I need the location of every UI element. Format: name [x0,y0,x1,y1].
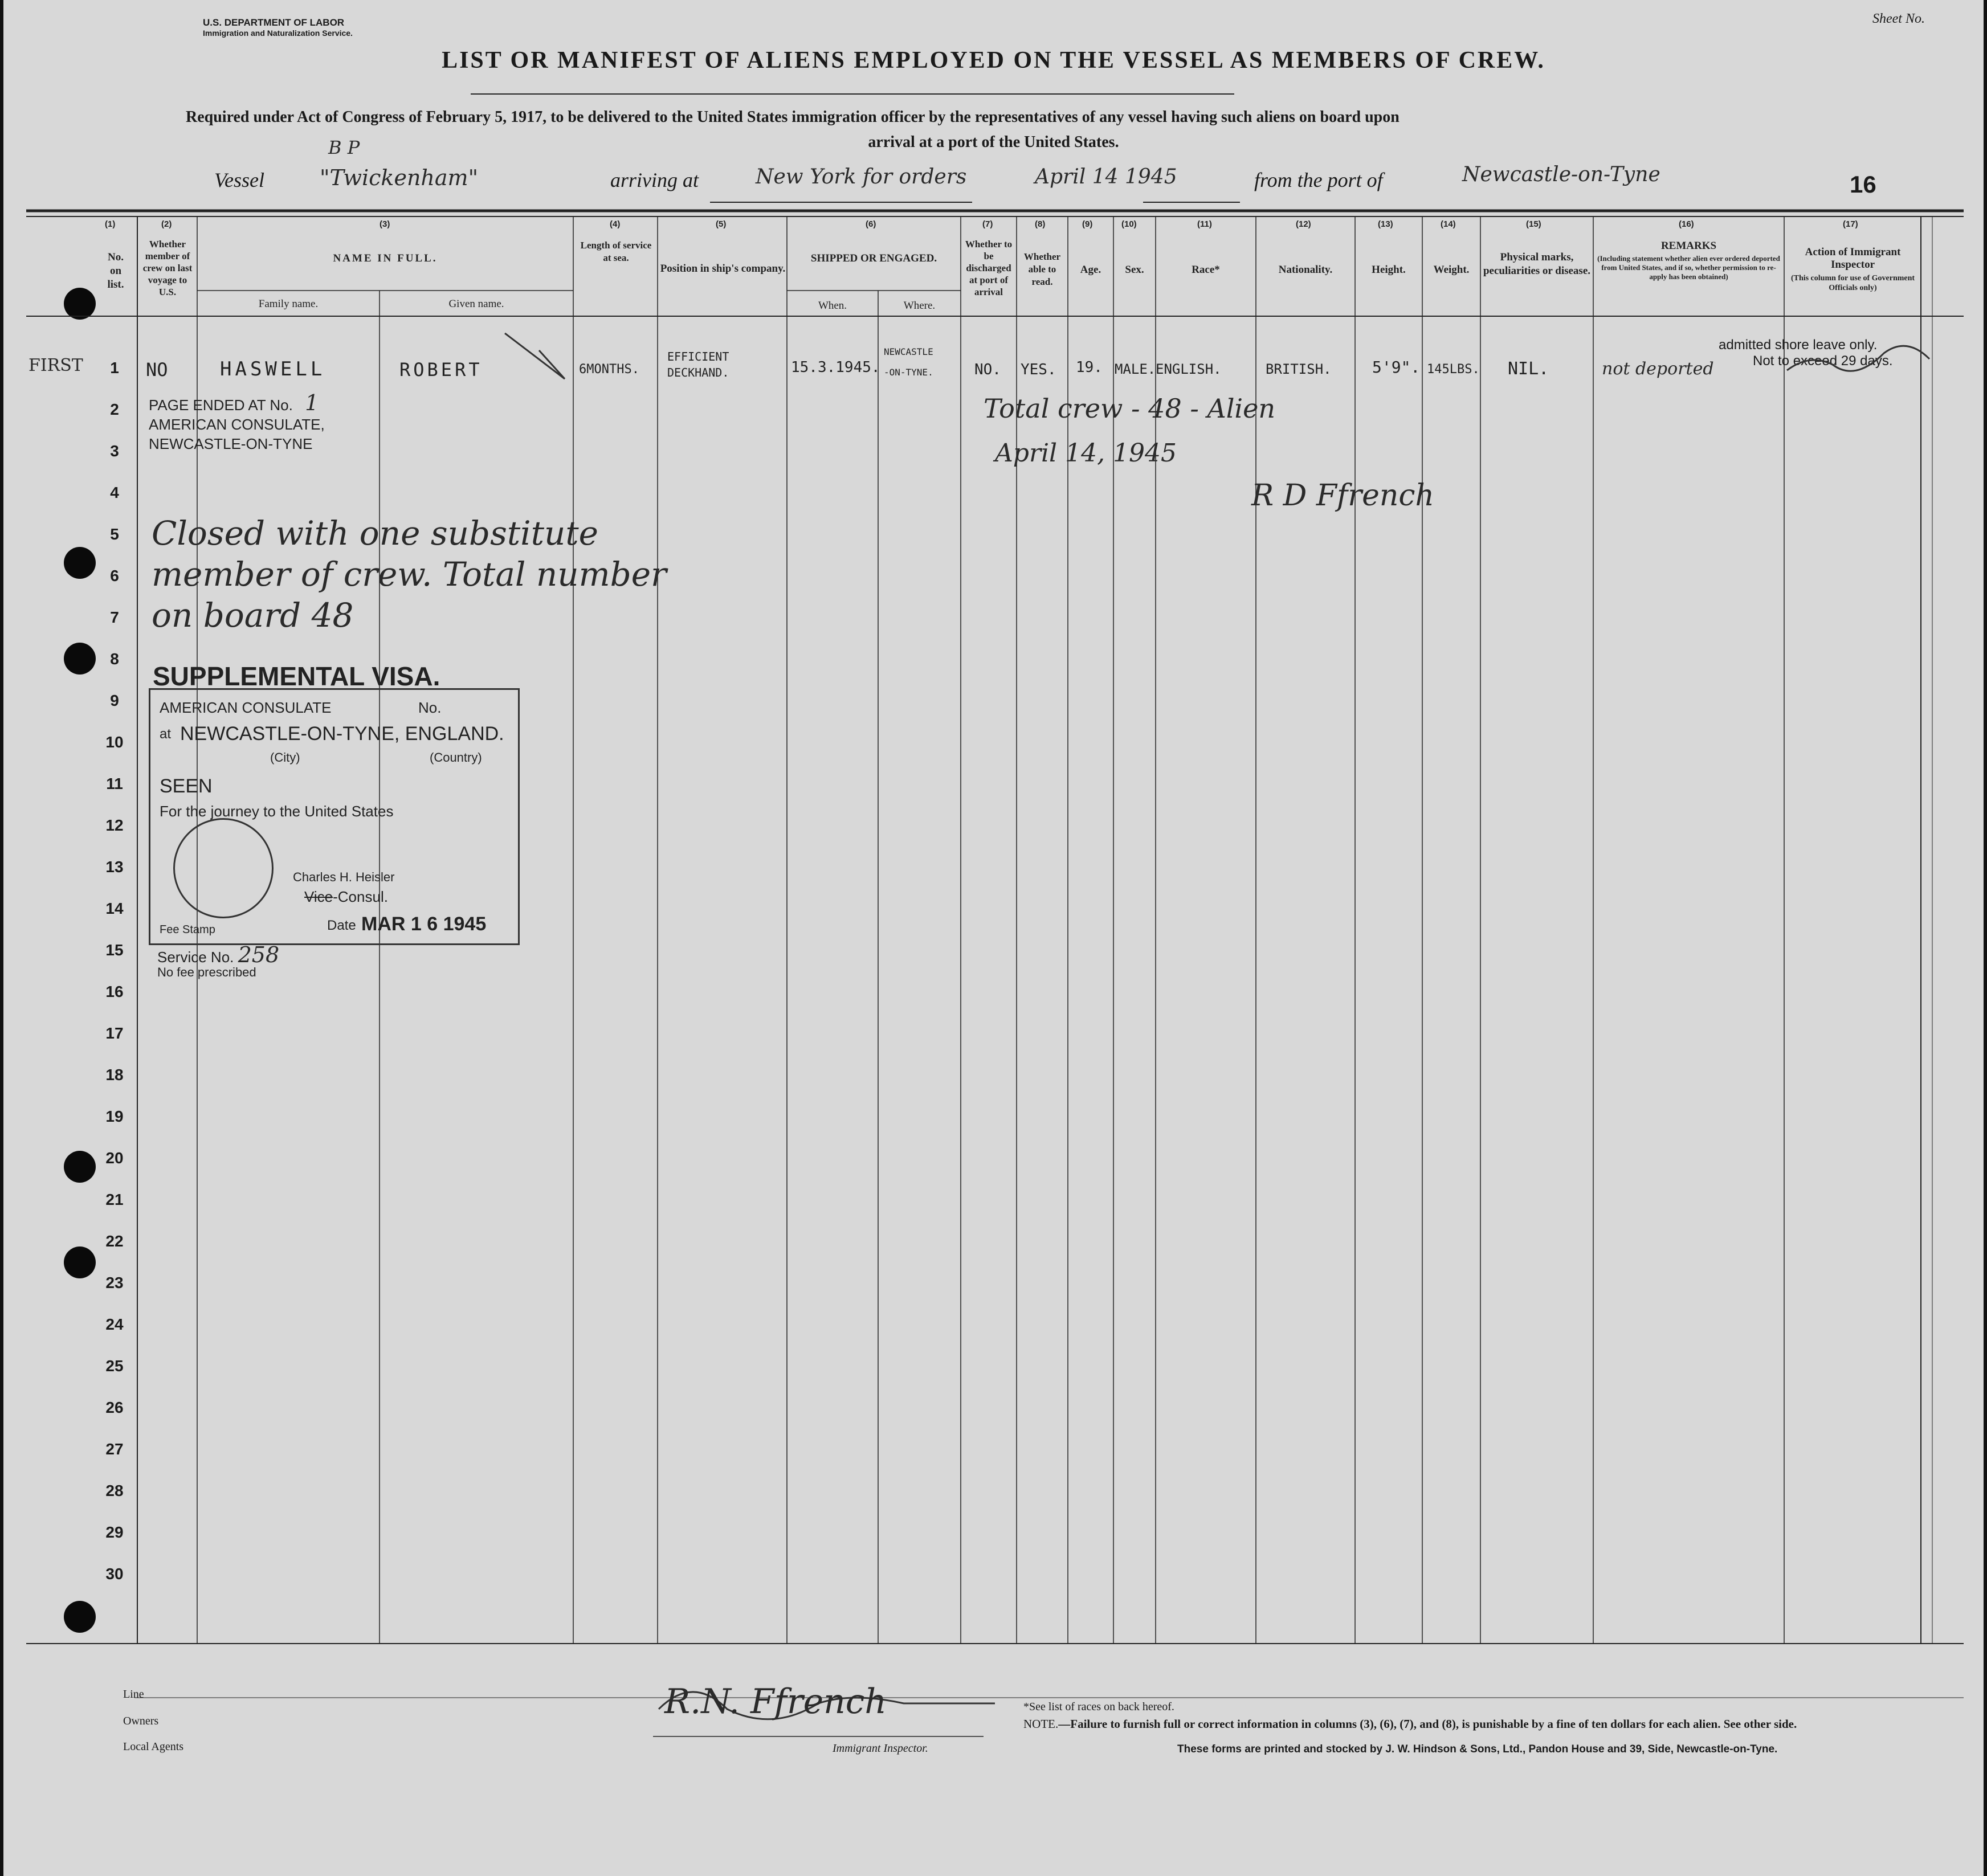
cell-position-line1: EFFICIENT [667,350,729,363]
page-ended-number: 1 [305,390,319,415]
total-crew-note: Total crew - 48 - Alien [984,393,1275,424]
header-sex: Sex. [1125,264,1144,276]
row-number: 13 [105,858,124,876]
column-number-9: (9) [1082,219,1093,229]
column-number-8: (8) [1035,219,1046,229]
footer-local-agents-label: Local Agents [123,1740,184,1753]
cell-able-to-read: YES. [1021,361,1056,378]
column-number-13: (13) [1378,219,1393,229]
header-family-name: Family name. [258,298,319,310]
row-number: 1 [110,359,119,377]
admitted-shore-leave-line1: admitted shore leave only. [1719,337,1878,353]
row-number: 29 [105,1523,124,1541]
admitted-shore-leave-line2: Not to exceed 29 days. [1753,353,1893,369]
page-ended-city: NEWCASTLE-ON-TYNE [149,435,313,452]
departure-port: Newcastle-on-Tyne [1462,163,1660,186]
note-text: —Failure to furnish full or correct information in columns (3), (6), (7), and (8), is punishable by a fine of ten dollars for each alien. See other side. [1058,1717,1797,1731]
page-number: 16 [1850,171,1876,198]
row-number: 26 [105,1399,124,1416]
printer-note: These forms are printed and stocked by J. W. Hindson & Sons, Ltd., Pandon House and 39, Side, Newcastle-on-Tyne. [1177,1743,1778,1755]
total-note-date: April 14, 1945 [995,439,1177,468]
column-number-3: (3) [380,219,390,229]
row-number: 28 [105,1482,124,1499]
column-number-12: (12) [1296,219,1311,229]
cell-last-voyage: NO [146,359,168,381]
first-label: FIRST [28,355,83,375]
cell-family-name: HASWELL [220,358,326,381]
header-weight: Weight. [1433,264,1470,276]
cell-discharged: NO. [974,361,1001,378]
row-number: 9 [110,692,119,709]
footer-owners-label: Owners [123,1715,159,1727]
manifest-page [3,0,1984,1876]
cell-age: 19. [1076,359,1103,376]
supplemental-visa-stamp [149,688,520,945]
header-age: Age. [1080,264,1101,276]
header-physical-marks: Physical marks, peculiarities or disease. [1483,251,1591,277]
header-shipped-or-engaged: SHIPPED OR ENGAGED. [810,252,937,264]
header-nationality: Nationality. [1278,264,1333,276]
row-number: 5 [110,525,119,543]
sheet-number-label: Sheet No. [1872,11,1925,26]
supplemental-visa-title: SUPPLEMENTAL VISA. [153,661,440,691]
visa-consulate: AMERICAN CONSULATE [160,699,332,716]
visa-consul-title: Vice-Consul. [304,888,388,905]
form-title: LIST OR MANIFEST OF ALIENS EMPLOYED ON THE VESSEL AS MEMBERS OF CREW. [442,47,1545,73]
cell-given-name: ROBERT [399,359,483,381]
required-line-2: arrival at a port of the United States. [868,133,1119,151]
header-length-of-service: Length of service at sea. [580,240,652,263]
row-number: 23 [105,1274,124,1291]
column-number-14: (14) [1441,219,1456,229]
row-number: 18 [105,1066,124,1084]
cell-nationality: BRITISH. [1266,361,1332,377]
consulate-seal [173,818,274,918]
immigrant-inspector-label: Immigrant Inspector. [833,1742,928,1755]
cell-shipped-where-line1: NEWCASTLE [884,346,933,357]
row-number: 11 [106,775,123,792]
visa-city-country: NEWCASTLE-ON-TYNE, ENGLAND. [180,723,504,745]
cell-shipped-when: 15.3.1945. [791,359,880,376]
column-number-16: (16) [1679,219,1694,229]
header-given-name: Given name. [448,298,504,310]
vessel-prefix: B P [328,137,360,158]
row-number: 21 [105,1191,124,1208]
header-remarks: REMARKS [1660,240,1717,252]
visa-no-fee: No fee prescribed [157,965,256,979]
vessel-label: Vessel [214,169,264,191]
visa-date-value: MAR 1 6 1945 [361,913,487,935]
cell-position-line2: DECKHAND. [667,366,729,379]
visa-country-label: (Country) [430,750,482,765]
column-number-4: (4) [610,219,621,229]
visa-service-no-label: Service No. [157,949,234,966]
page-ended-consulate: AMERICAN CONSULATE, [149,416,325,433]
row-number: 3 [110,442,119,460]
row-number: 4 [110,484,119,501]
header-last-voyage: Whether member of crew on last voyage to U.S. [142,239,193,297]
column-number-5: (5) [716,219,727,229]
department-name: U.S. DEPARTMENT OF LABOR [203,17,345,28]
header-discharged: Whether to be discharged at port of arrival [965,239,1013,297]
row-number: 12 [105,816,124,834]
row-number: 25 [105,1357,124,1375]
visa-vice-struck: Vice [304,888,333,905]
row-number: 22 [105,1232,124,1250]
arriving-label: arriving at [610,169,699,191]
row-number: 16 [105,983,124,1000]
from-port-label: from the port of [1254,169,1383,191]
column-number-6: (6) [866,219,876,229]
cell-height: 5'9". [1372,358,1421,377]
vessel-name: "Twickenham" [320,165,479,190]
row-number: 17 [105,1024,124,1042]
header-remarks-note: (Including statement whether alien ever ordered deported from United States, and if so, whether permission to re-apply has been obtained) [1597,254,1780,281]
row-number: 24 [105,1315,124,1333]
footer-line-label: Line [123,1688,144,1701]
cell-remarks: not deported [1602,359,1714,379]
cell-shipped-where-line2: -ON-TYNE. [884,367,933,378]
visa-consul-title-text: Consul. [337,888,388,905]
cell-sex: MALE. [1115,361,1156,377]
column-number-10: (10) [1121,219,1137,229]
header-no-on-list: No. on list. [107,251,124,291]
row-number: 19 [105,1107,124,1125]
row-number: 10 [105,733,124,751]
row-number: 6 [110,567,119,585]
note-label: NOTE. [1023,1717,1059,1731]
column-number-7: (7) [982,219,993,229]
cell-length-of-service: 6MONTHS. [579,362,639,377]
header-when: When. [818,300,847,312]
row-number: 20 [105,1149,124,1167]
header-race: Race* [1192,264,1220,276]
service-name: Immigration and Naturalization Service. [203,28,353,38]
cell-physical-marks: NIL. [1508,359,1549,379]
row-number: 2 [110,400,119,418]
cell-race: ENGLISH. [1156,361,1222,377]
column-number-2: (2) [161,219,172,229]
row-number: 7 [110,608,119,626]
visa-fee-stamp: Fee Stamp [160,923,215,936]
header-where: Where. [903,300,936,312]
column-number-1: (1) [105,219,116,229]
arrival-date: April 14 1945 [1035,165,1177,189]
header-inspector-note: (This column for use of Government Officials only) [1790,274,1915,292]
page-ended-label: PAGE ENDED AT No. [149,397,293,414]
arriving-port: New York for orders [756,165,967,189]
visa-journey: For the journey to the United States [160,803,394,820]
row-number: 15 [105,941,124,959]
closed-note-line-3: on board 48 [152,596,354,635]
header-able-to-read: Whether able to read. [1023,251,1061,287]
page-ended-stamp [149,390,325,453]
failure-note [1023,1717,1797,1731]
races-note: *See list of races on back hereof. [1023,1701,1174,1713]
visa-no-label: No. [418,699,442,716]
visa-service-no [157,942,279,967]
header-name-in-full: NAME IN FULL. [333,252,438,264]
visa-city-label: (City) [270,750,300,765]
visa-consul-name: Charles H. Heisler [293,870,395,884]
visa-at-label: at [160,726,172,742]
closed-note-line-2: member of crew. Total number [152,555,667,594]
visa-service-no-value: 258 [238,942,280,967]
row-number: 14 [105,900,124,917]
header-position: Position in ship's company. [660,263,786,275]
closed-note-line-1: Closed with one substitute [152,514,598,553]
total-note-signature: R D Ffrench [1251,479,1434,513]
column-number-17: (17) [1843,219,1858,229]
row-number: 27 [105,1440,124,1458]
inspector-signature: R.N. Ffrench [664,1682,887,1722]
closed-note [152,513,667,636]
header-height: Height. [1372,264,1406,276]
column-number-11: (11) [1197,219,1212,229]
header-inspector-action: Action of Immigrant Inspector [1805,246,1901,271]
cell-weight: 145LBS. [1427,362,1480,377]
row-number: 8 [110,650,119,668]
required-line-1: Required under Act of Congress of February 5, 1917, to be delivered to the United States immigration officer by the representatives of any vessel having such aliens on board upon [186,108,1400,126]
row-number: 30 [105,1565,124,1583]
visa-seen: SEEN [160,775,213,797]
column-number-15: (15) [1526,219,1541,229]
visa-date-label: Date [327,918,356,933]
